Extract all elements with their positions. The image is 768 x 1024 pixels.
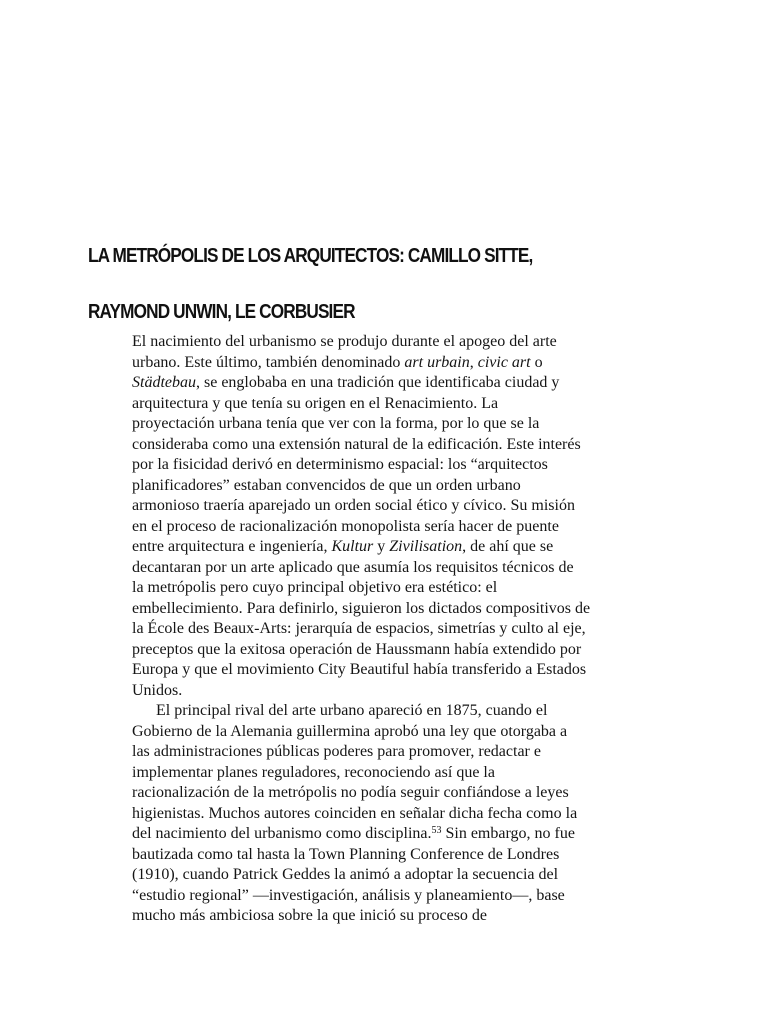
text-line: El nacimiento del urbanismo se produjo durante el apogeo del arte (132, 333, 557, 350)
text-line: decantaran por un arte aplicado que asumía los requisitos técnicos de (132, 558, 574, 576)
text-line: por la fisicidad derivó en determinismo espacial: los “arquitectos (132, 456, 548, 473)
text-line: El principal rival del arte urbano apareció en 1875, cuando el (156, 702, 548, 719)
text-line: Europa y que el movimiento City Beautiful había transferido a Estados (132, 661, 587, 678)
text-line: Städtebau, se englobaba en una tradición que identificaba ciudad y (132, 374, 560, 391)
text-line: mucho más ambiciosa sobre la que inició su proceso de (132, 907, 488, 924)
body-text (132, 332, 632, 927)
text-line: “estudio regional” —investigación, análisis y planeamiento—, base (132, 886, 565, 904)
italic-term: Kultur (331, 538, 374, 555)
text-line: la École des Beaux-Arts: jerarquía de espacios, simetrías y culto al eje, (132, 620, 586, 637)
paragraph-2 (132, 701, 632, 927)
chapter-title-line-2: RAYMOND UNWIN, LE CORBUSIER (88, 301, 355, 323)
chapter-title (88, 228, 638, 340)
text-line: higienistas. Muchos autores coinciden en señalar dicha fecha como la (132, 804, 578, 822)
text-line: las administraciones públicas poderes para promover, redactar e (132, 743, 541, 760)
text-line: del nacimiento del urbanismo como disciplina.$^{53}$ Sin embargo, no fue (132, 825, 575, 842)
text-line: planificadores” estaban convencidos de que un orden urbano (132, 476, 521, 494)
text-line: (1910), cuando Patrick Geddes la animó a adoptar la secuencia del (132, 866, 559, 883)
text-line: bautizada como tal hasta la Town Planning Conference de Londres (132, 845, 560, 863)
text-line: Unidos. (132, 681, 183, 699)
text-line: implementar planes reguladores, reconociendo así que la (132, 763, 495, 781)
paragraph-1 (132, 332, 632, 701)
text-line: entre arquitectura e ingeniería, Kultur y Zivilisation, de ahí que se (132, 538, 554, 555)
text-line: embellecimiento. Para definirlo, siguieron los dictados compositivos de (132, 599, 591, 617)
chapter-title-line-1: LA METRÓPOLIS DE LOS ARQUITECTOS: CAMILLO SITTE, (88, 245, 533, 267)
text-line: proyectación urbana tenía que ver con la forma, por lo que se la (132, 415, 540, 432)
text-line: en el proceso de racionalización monopolista sería hacer de puente (132, 517, 559, 535)
text-line: la metrópolis pero cuyo principal objetivo era estético: el (132, 579, 498, 596)
footnote-reference: 53 (431, 825, 442, 836)
italic-term: Städtebau (132, 374, 196, 391)
text-line: preceptos que la exitosa operación de Haussmann había extendido por (132, 640, 582, 658)
text-line: armonioso traería aparejado un orden social ético y cívico. Su misión (132, 497, 575, 514)
italic-term: civic art (477, 353, 531, 371)
italic-term: Zivilisation (389, 538, 463, 555)
text-line: racionalización de la metrópolis no podía seguir confiándose a leyes (132, 784, 569, 801)
text-line: urbano. Este último, también denominado art urbain, civic art o (132, 353, 543, 371)
text-line: Gobierno de la Alemania guillermina aprobó una ley que otorgaba a (132, 722, 568, 740)
italic-term: art urbain (404, 353, 470, 371)
text-line: arquitectura y que tenía su origen en el Renacimiento. La (132, 394, 499, 412)
text-line: consideraba como una extensión natural de la edificación. Este interés (132, 435, 581, 453)
